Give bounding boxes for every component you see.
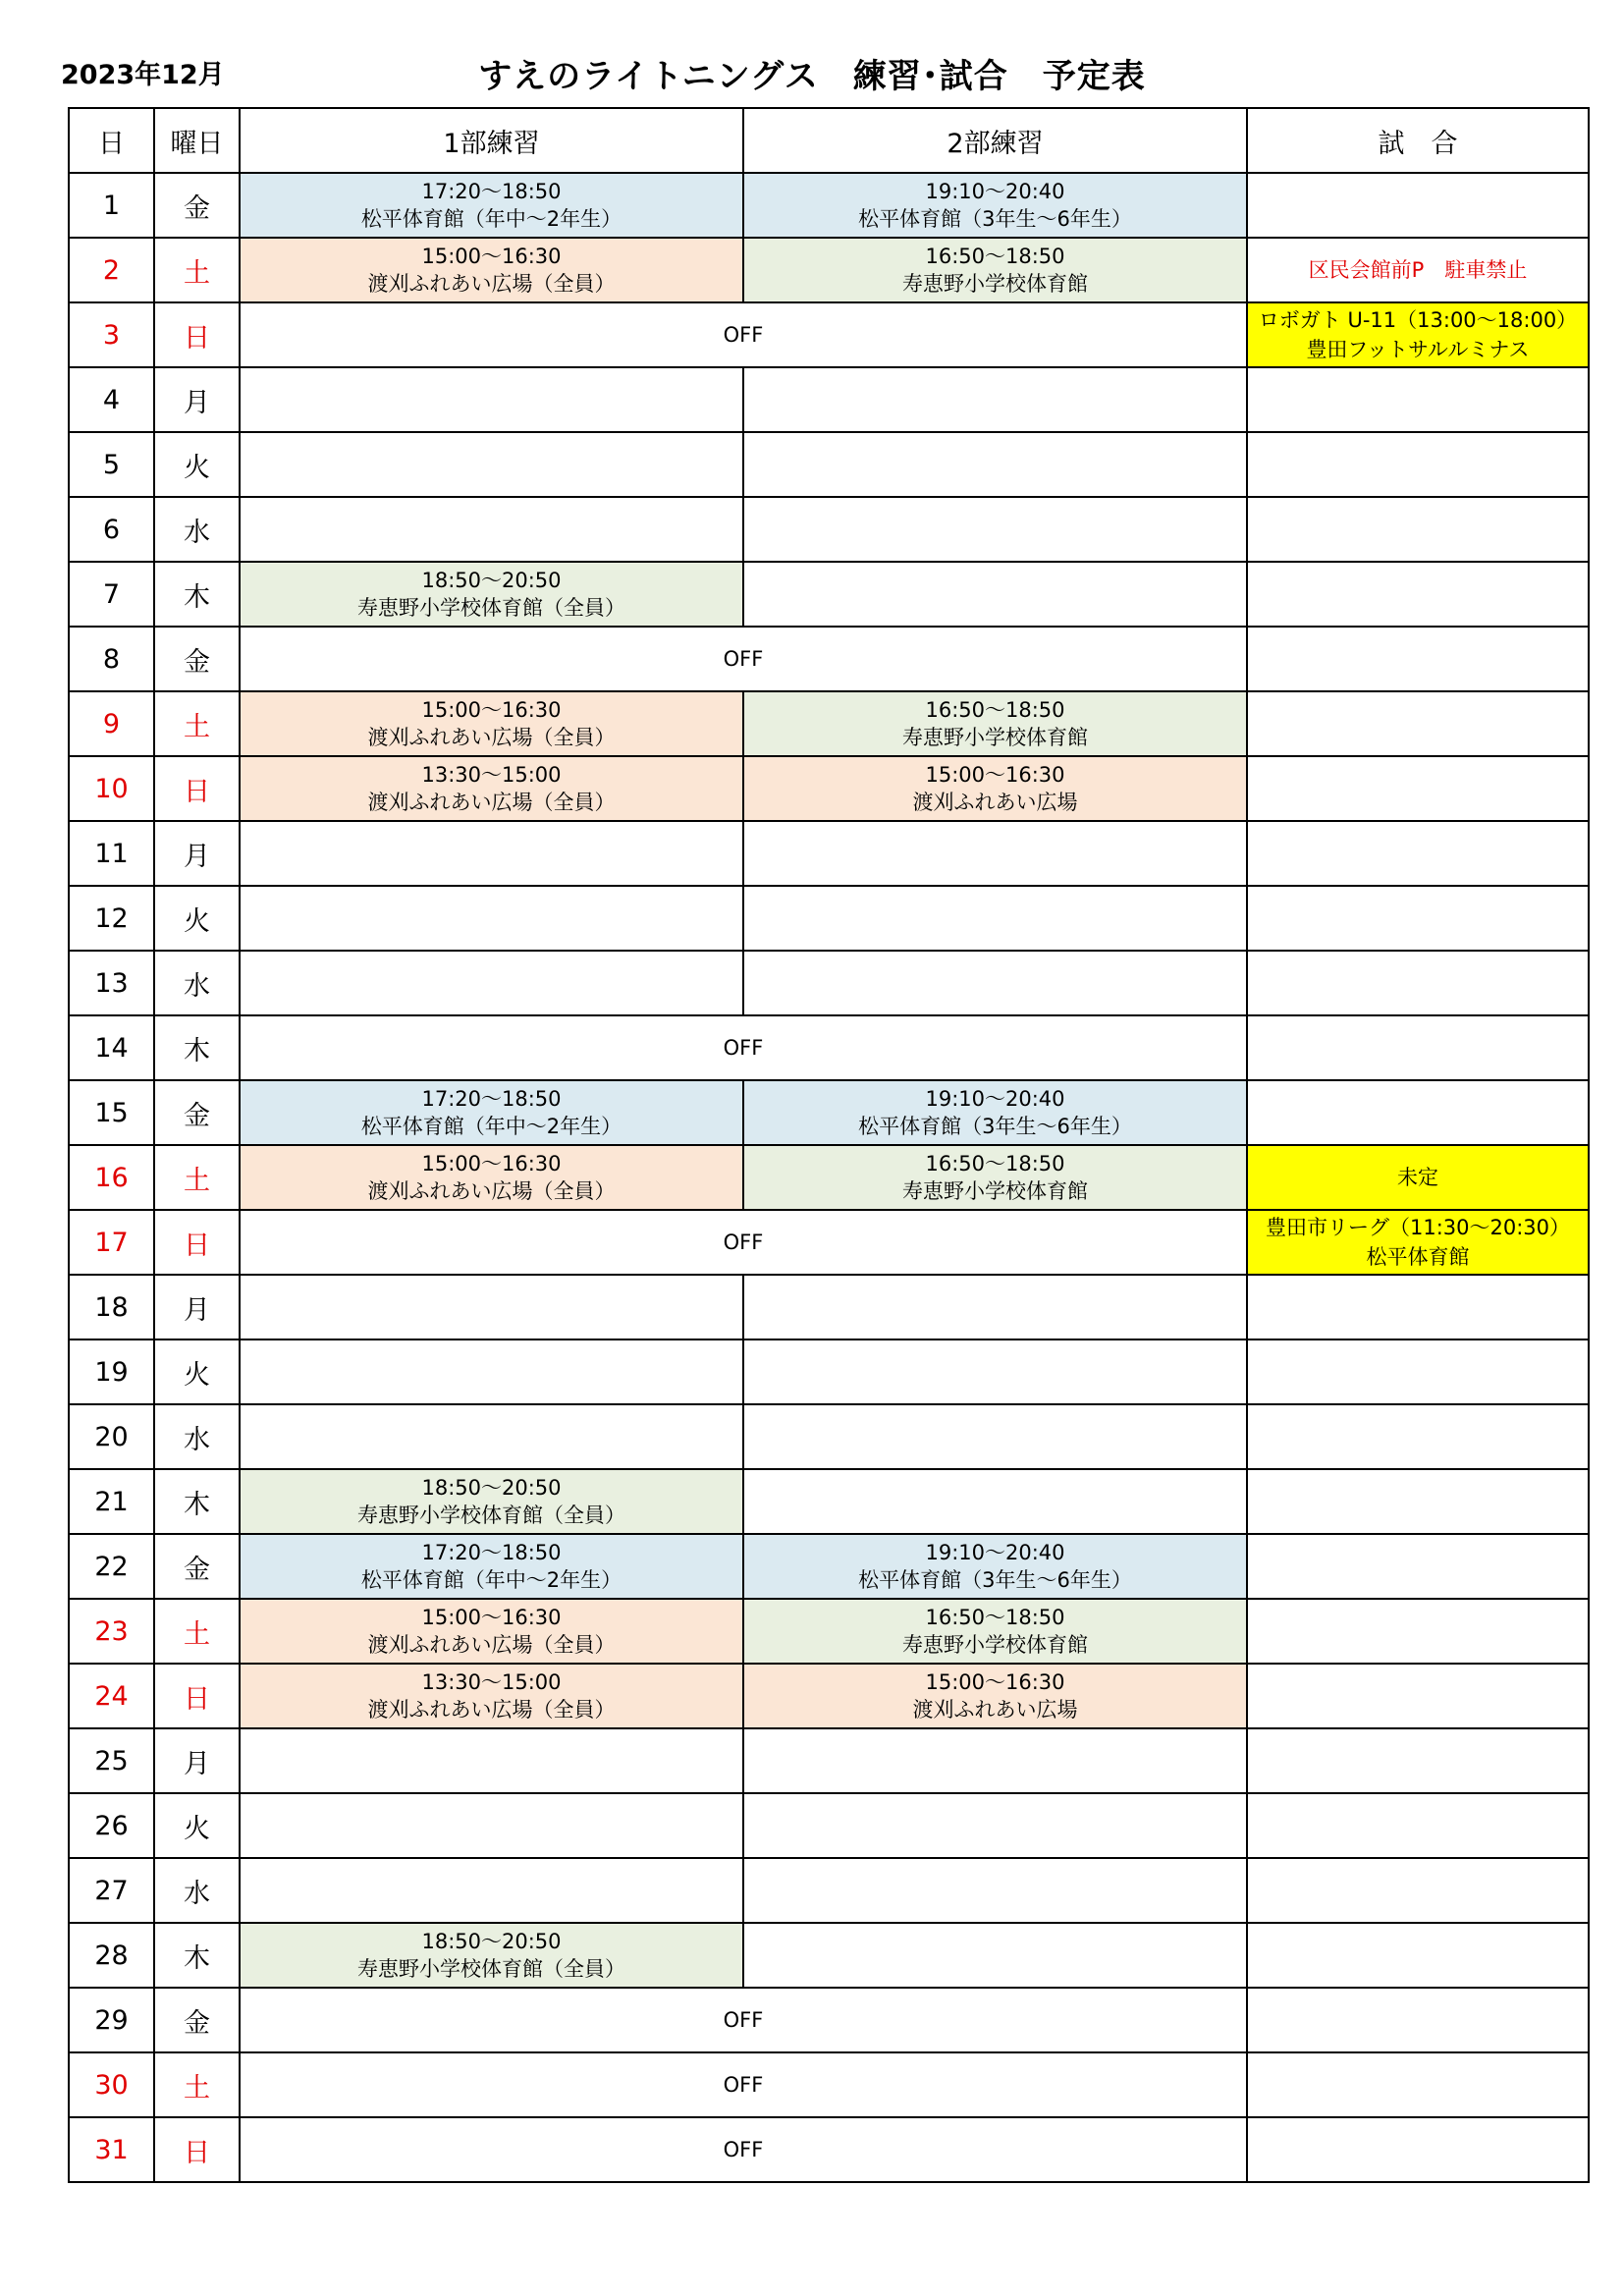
table-row [69,497,1589,562]
game-cell [1247,367,1589,432]
off-cell: OFF [240,627,1247,691]
game-cell [1247,691,1589,756]
day-number: 6 [69,497,154,562]
game-cell [1247,562,1589,627]
part1-cell [240,691,743,756]
practice-time: 16:50～18:50 [925,1152,1065,1175]
practice-time: 15:00～16:30 [925,1670,1065,1694]
day-number: 9 [69,691,154,756]
weekday: 月 [154,821,240,886]
weekday: 金 [154,627,240,691]
day-number: 30 [69,2052,154,2117]
table-row [69,951,1589,1015]
practice-time: 15:00～16:30 [421,245,562,268]
game-cell [1247,1404,1589,1469]
game-cell [1247,302,1589,367]
game-cell [1247,951,1589,1015]
table-row [69,1404,1589,1469]
schedule-body [69,173,1589,2182]
day-number: 10 [69,756,154,821]
practice-place: 寿恵野小学校体育館 [902,1179,1088,1203]
game-cell [1247,1599,1589,1664]
game-cell [1247,2052,1589,2117]
table-row [69,1339,1589,1404]
header-weekday: 曜日 [154,108,240,173]
table-row [69,1858,1589,1923]
game-cell [1247,1210,1589,1275]
part2-cell [743,238,1247,302]
weekday: 日 [154,2117,240,2182]
part2-cell [743,1728,1247,1793]
day-number: 20 [69,1404,154,1469]
part1-cell [240,951,743,1015]
table-row [69,173,1589,238]
day-number: 3 [69,302,154,367]
part1-cell [240,1793,743,1858]
part1-cell [240,497,743,562]
practice-place: 寿恵野小学校体育館（全員） [357,1957,625,1981]
part2-cell [743,756,1247,821]
part1-cell [240,1728,743,1793]
day-number: 17 [69,1210,154,1275]
part1-cell [240,1080,743,1145]
game-cell [1247,1015,1589,1080]
weekday: 火 [154,1793,240,1858]
part2-cell [743,1469,1247,1534]
off-cell: OFF [240,1988,1247,2052]
day-number: 11 [69,821,154,886]
day-number: 12 [69,886,154,951]
part2-cell [743,821,1247,886]
table-row [69,1275,1589,1339]
part1-cell [240,1275,743,1339]
game-line: 区民会館前P 駐車禁止 [1308,258,1528,282]
practice-place: 渡刈ふれあい広場（全員） [367,1633,616,1657]
part2-cell [743,367,1247,432]
weekday: 木 [154,1015,240,1080]
weekday: 土 [154,1145,240,1210]
practice-place: 渡刈ふれあい広場（全員） [367,726,616,749]
weekday: 火 [154,432,240,497]
practice-place: 松平体育館（3年生～6年生） [858,1115,1132,1138]
table-row [69,1988,1589,2052]
practice-time: 16:50～18:50 [925,698,1065,722]
game-line: 未定 [1397,1166,1438,1189]
off-cell: OFF [240,302,1247,367]
weekday: 水 [154,1858,240,1923]
page-title: すえのライトニングス 練習･試合 予定表 [478,57,1146,96]
off-cell: OFF [240,2117,1247,2182]
practice-time: 19:10～20:40 [925,1541,1065,1564]
game-cell [1247,1988,1589,2052]
practice-time: 15:00～16:30 [421,1152,562,1175]
weekday: 木 [154,1923,240,1988]
practice-time: 18:50～20:50 [421,569,562,592]
table-row [69,1210,1589,1275]
day-number: 5 [69,432,154,497]
part2-cell [743,497,1247,562]
part1-cell [240,1664,743,1728]
day-number: 8 [69,627,154,691]
game-cell [1247,1469,1589,1534]
table-row [69,1080,1589,1145]
off-cell: OFF [240,1015,1247,1080]
practice-place: 渡刈ふれあい広場 [912,1698,1078,1722]
game-line: ロボガト U-11（13:00～18:00） [1258,308,1578,332]
practice-place: 寿恵野小学校体育館（全員） [357,1503,625,1527]
practice-place: 松平体育館（年中～2年生） [360,1115,623,1138]
game-cell [1247,173,1589,238]
header-game: 試 合 [1247,108,1589,173]
part1-cell [240,238,743,302]
game-cell [1247,432,1589,497]
practice-place: 寿恵野小学校体育館 [902,272,1088,296]
game-cell [1247,821,1589,886]
day-number: 27 [69,1858,154,1923]
game-cell [1247,497,1589,562]
game-cell [1247,1339,1589,1404]
day-number: 14 [69,1015,154,1080]
weekday: 月 [154,1275,240,1339]
game-cell [1247,1793,1589,1858]
game-cell [1247,238,1589,302]
day-number: 22 [69,1534,154,1599]
weekday: 日 [154,1210,240,1275]
table-row [69,1664,1589,1728]
practice-place: 寿恵野小学校体育館 [902,726,1088,749]
weekday: 木 [154,1469,240,1534]
day-number: 29 [69,1988,154,2052]
day-number: 15 [69,1080,154,1145]
part2-cell [743,432,1247,497]
table-row [69,1599,1589,1664]
day-number: 1 [69,173,154,238]
part1-cell [240,1599,743,1664]
table-row [69,238,1589,302]
practice-time: 17:20～18:50 [421,1541,562,1564]
practice-time: 16:50～18:50 [925,245,1065,268]
weekday: 土 [154,691,240,756]
day-number: 25 [69,1728,154,1793]
practice-time: 15:00～16:30 [421,1606,562,1629]
part1-cell [240,432,743,497]
part2-cell [743,886,1247,951]
table-row [69,562,1589,627]
day-number: 31 [69,2117,154,2182]
practice-place: 渡刈ふれあい広場（全員） [367,272,616,296]
off-cell: OFF [240,2052,1247,2117]
off-cell: OFF [240,1210,1247,1275]
weekday: 木 [154,562,240,627]
table-row [69,1923,1589,1988]
part2-cell [743,1599,1247,1664]
practice-time: 18:50～20:50 [421,1930,562,1953]
game-cell [1247,2117,1589,2182]
practice-place: 寿恵野小学校体育館 [902,1633,1088,1657]
weekday: 月 [154,367,240,432]
part2-cell [743,1664,1247,1728]
practice-time: 16:50～18:50 [925,1606,1065,1629]
weekday: 金 [154,1080,240,1145]
weekday: 土 [154,2052,240,2117]
part2-cell [743,173,1247,238]
table-row [69,1469,1589,1534]
practice-place: 渡刈ふれあい広場（全員） [367,791,616,814]
day-number: 13 [69,951,154,1015]
practice-place: 松平体育館（年中～2年生） [360,1568,623,1592]
part1-cell [240,1858,743,1923]
table-row [69,821,1589,886]
part2-cell [743,562,1247,627]
table-row [69,627,1589,691]
table-row [69,886,1589,951]
game-cell [1247,756,1589,821]
part1-cell [240,173,743,238]
part2-cell [743,1080,1247,1145]
day-number: 16 [69,1145,154,1210]
game-cell [1247,627,1589,691]
game-line: 松平体育館 [1366,1245,1470,1269]
table-row [69,756,1589,821]
practice-place: 松平体育館（3年生～6年生） [858,1568,1132,1592]
table-row [69,1534,1589,1599]
part2-cell [743,1858,1247,1923]
part2-cell [743,1145,1247,1210]
weekday: 日 [154,1664,240,1728]
day-number: 21 [69,1469,154,1534]
weekday: 火 [154,1339,240,1404]
game-cell [1247,1145,1589,1210]
weekday: 金 [154,1988,240,2052]
header-part2: 2部練習 [743,108,1247,173]
header-part1: 1部練習 [240,108,743,173]
day-number: 2 [69,238,154,302]
game-line: 豊田フットサルルミナス [1306,338,1530,361]
part1-cell [240,886,743,951]
table-row [69,367,1589,432]
practice-place: 松平体育館（3年生～6年生） [858,207,1132,231]
table-row [69,691,1589,756]
weekday: 火 [154,886,240,951]
part2-cell [743,1275,1247,1339]
part2-cell [743,1534,1247,1599]
weekday: 日 [154,302,240,367]
part1-cell [240,1145,743,1210]
part1-cell [240,821,743,886]
game-cell [1247,1275,1589,1339]
game-cell [1247,886,1589,951]
part2-cell [743,1923,1247,1988]
practice-time: 17:20～18:50 [421,180,562,203]
part1-cell [240,562,743,627]
practice-time: 18:50～20:50 [421,1476,562,1500]
day-number: 7 [69,562,154,627]
schedule-table [68,107,1590,2183]
part1-cell [240,1469,743,1534]
table-row [69,302,1589,367]
day-number: 26 [69,1793,154,1858]
part2-cell [743,951,1247,1015]
part1-cell [240,756,743,821]
part2-cell [743,691,1247,756]
practice-time: 13:30～15:00 [421,1670,562,1694]
header-day: 日 [69,108,154,173]
part1-cell [240,1404,743,1469]
table-row [69,432,1589,497]
weekday: 水 [154,951,240,1015]
part2-cell [743,1404,1247,1469]
part1-cell [240,1339,743,1404]
weekday: 金 [154,173,240,238]
practice-time: 15:00～16:30 [421,698,562,722]
game-cell [1247,1858,1589,1923]
practice-time: 13:30～15:00 [421,763,562,787]
part2-cell [743,1793,1247,1858]
weekday: 土 [154,1599,240,1664]
practice-time: 15:00～16:30 [925,763,1065,787]
weekday: 水 [154,497,240,562]
game-cell [1247,1923,1589,1988]
practice-time: 17:20～18:50 [421,1087,562,1111]
practice-place: 渡刈ふれあい広場 [912,791,1078,814]
table-row [69,1793,1589,1858]
game-cell [1247,1080,1589,1145]
table-row [69,1145,1589,1210]
weekday: 土 [154,238,240,302]
day-number: 4 [69,367,154,432]
practice-place: 寿恵野小学校体育館（全員） [357,596,625,620]
game-cell [1247,1728,1589,1793]
part2-cell [743,1339,1247,1404]
weekday: 月 [154,1728,240,1793]
game-cell [1247,1664,1589,1728]
part1-cell [240,367,743,432]
table-row [69,1015,1589,1080]
month-label: 2023年12月 [61,60,225,90]
table-row [69,1728,1589,1793]
practice-place: 渡刈ふれあい広場（全員） [367,1698,616,1722]
part1-cell [240,1923,743,1988]
practice-time: 19:10～20:40 [925,180,1065,203]
day-number: 18 [69,1275,154,1339]
weekday: 水 [154,1404,240,1469]
day-number: 24 [69,1664,154,1728]
weekday: 日 [154,756,240,821]
practice-time: 19:10～20:40 [925,1087,1065,1111]
game-cell [1247,1534,1589,1599]
header-row [69,108,1589,173]
weekday: 金 [154,1534,240,1599]
day-number: 28 [69,1923,154,1988]
game-line: 豊田市リーグ（11:30～20:30） [1265,1216,1571,1239]
table-row [69,2052,1589,2117]
table-row [69,2117,1589,2182]
day-number: 19 [69,1339,154,1404]
day-number: 23 [69,1599,154,1664]
part1-cell [240,1534,743,1599]
practice-place: 渡刈ふれあい広場（全員） [367,1179,616,1203]
practice-place: 松平体育館（年中～2年生） [360,207,623,231]
